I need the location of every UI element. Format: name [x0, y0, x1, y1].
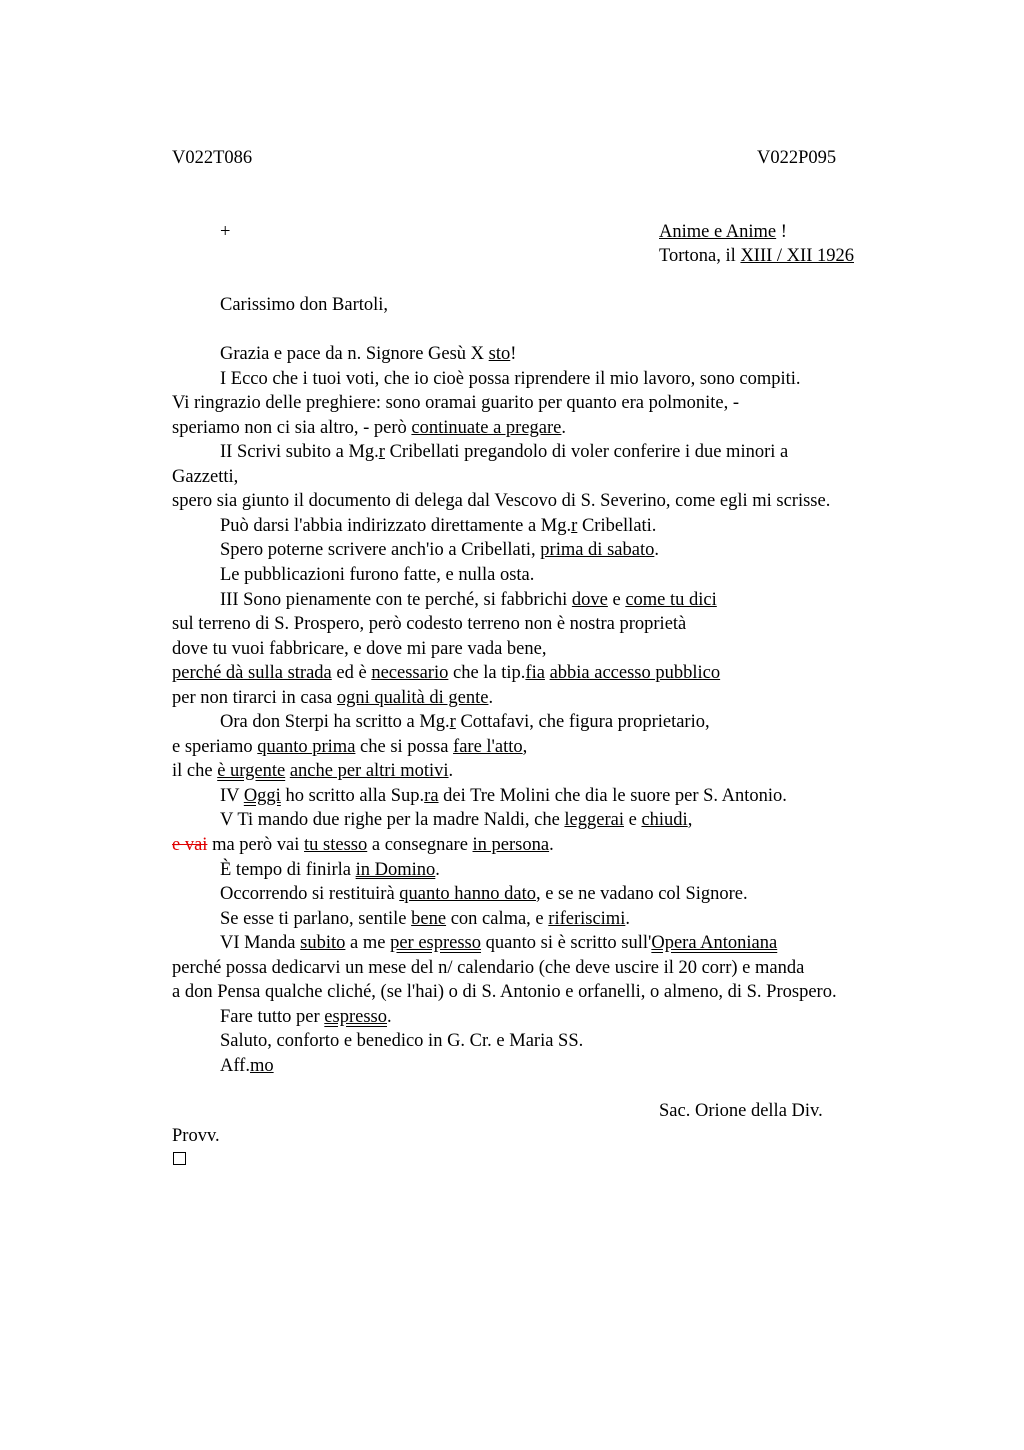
underlined-text: prima di sabato [540, 540, 655, 561]
underlined-text: anche per altri motivi [289, 761, 449, 782]
text-segment: ed è [331, 663, 372, 684]
text-line [172, 418, 566, 439]
text-segment: a don Pensa qualche cliché, (se l'hai) o di S. Antonio e orfanelli, o almeno, di S. Prospero. [172, 982, 837, 1003]
underlined-text: come tu dici [625, 589, 717, 610]
text-segment: perché possa dedicarvi un mese del n/ calendario (che deve uscire il 20 corr) e manda [172, 957, 805, 978]
text-segment: . [549, 835, 554, 855]
underlined-text: perché dà sulla strada [172, 663, 332, 684]
text-line [220, 810, 692, 831]
text-segment: Cottafavi, che figura proprietario, [455, 712, 710, 733]
text-segment: per non tirarci in casa [172, 687, 337, 708]
text-segment: . [654, 540, 659, 561]
deleted-text: e vai [172, 835, 208, 855]
text-segment: con calma, e [446, 908, 549, 929]
underlined-text: ra [424, 785, 439, 806]
text-segment: Ora don Sterpi ha scritto a Mg. [220, 712, 450, 733]
text-segment: dove tu vuoi fabbricare, e dove mi pare vada bene, [172, 638, 547, 659]
text-line [172, 639, 546, 660]
date: XIII / XII 1926 [740, 246, 854, 266]
text-line [220, 344, 516, 365]
underlined-text: abbia accesso pubblico [549, 663, 721, 684]
text-line [220, 786, 787, 807]
text-line [172, 958, 804, 979]
underlined-text: sto [488, 344, 511, 364]
text-segment: ma però vai [207, 835, 305, 855]
text-line [172, 688, 493, 709]
underlined-text: fia [525, 663, 545, 684]
text-segment: Cribellati. [577, 515, 657, 536]
text-segment: , [522, 736, 528, 757]
place: Tortona, il [659, 246, 741, 266]
underlined-text: quanto prima [257, 736, 356, 757]
text-line [220, 442, 788, 463]
text-segment: Vi ringrazio delle preghiere: sono oramai guarito per quanto era polmonite, - [172, 393, 740, 414]
salutation: Carissimo don Bartoli, [220, 295, 389, 315]
document-code-left: V022T086 [172, 148, 253, 168]
underlined-text: quanto hanno dato [399, 884, 536, 905]
text-line [220, 884, 748, 905]
underlined-text: ogni qualità di gente [336, 687, 489, 708]
text-line [220, 1007, 392, 1028]
text-line [172, 467, 238, 488]
text-line [220, 1031, 583, 1052]
text-segment: Se esse ti parlano, sentile [220, 908, 412, 929]
text-segment: I Ecco che i tuoi voti, che io cioè possa riprendere il mio lavoro, sono compiti. [220, 368, 801, 389]
underlined-text: è urgente [217, 761, 286, 782]
underlined-text: fare l'atto [453, 736, 523, 757]
motto-exclamation: ! [776, 222, 787, 242]
underlined-text: dove [571, 589, 608, 610]
text-line [220, 712, 710, 733]
text-line [220, 590, 717, 611]
text-segment: Può darsi l'abbia indirizzato direttamente a Mg. [220, 515, 572, 536]
text-segment: IV [220, 785, 244, 806]
underlined-text: r [449, 712, 456, 733]
text-segment: Le pubblicazioni furono fatte, e nulla osta. [220, 564, 535, 585]
text-line [220, 516, 656, 537]
underlined-text: chiudi [641, 810, 688, 831]
text-segment: Cribellati pregandolo di voler conferire i due minori a [384, 442, 789, 463]
motto-text: Anime e Anime [659, 222, 777, 242]
underlined-text: leggerai [564, 810, 624, 831]
underlined-text: mo [249, 1055, 274, 1076]
underlined-text: subito [300, 933, 346, 954]
underlined-text: r [378, 442, 385, 463]
text-segment: Saluto, conforto e benedico in G. Cr. e Maria SS. [220, 1031, 584, 1052]
text-segment: V Ti mando due righe per la madre Naldi, che [220, 810, 565, 831]
text-segment: quanto si è scritto sull' [481, 933, 652, 954]
underlined-text: Opera Antoniana [651, 933, 778, 954]
text-line [220, 909, 630, 930]
underlined-text: Oggi [243, 785, 281, 806]
text-segment: a consegnare [367, 835, 473, 855]
text-segment: e [607, 589, 626, 610]
text-segment: che si possa [355, 736, 454, 757]
text-segment: . [435, 859, 440, 880]
text-segment: Grazia e pace da n. Signore Gesù X [220, 344, 489, 364]
underlined-text: per espresso [390, 933, 482, 954]
text-segment: speriamo non ci sia altro, - però [172, 417, 412, 438]
text-line [172, 393, 739, 414]
text-segment: Fare tutto per [220, 1006, 325, 1027]
text-segment: ho scritto alla Sup. [280, 785, 425, 806]
text-line [220, 1056, 274, 1077]
place-date [659, 246, 854, 267]
text-segment: . [625, 908, 630, 929]
text-segment: Spero poterne scrivere anch'io a Cribellati, [220, 540, 541, 561]
text-segment: dei Tre Molini che dia le suore per S. Antonio. [438, 785, 787, 806]
underlined-text: bene [411, 908, 447, 929]
text-segment: che la tip. [448, 663, 526, 684]
text-line [220, 369, 801, 390]
text-line [172, 761, 453, 782]
text-line [220, 565, 534, 586]
signature-line-2: Provv. [172, 1126, 220, 1146]
text-segment: Gazzetti, [172, 466, 239, 487]
text-line [172, 614, 686, 635]
text-segment: e [623, 810, 642, 831]
text-segment: il che [172, 761, 218, 782]
text-segment: , [687, 810, 693, 831]
text-line [172, 982, 837, 1003]
text-segment: Aff. [220, 1055, 250, 1076]
underlined-text: in Domino [355, 859, 436, 880]
underlined-text: tu stesso [304, 835, 368, 855]
text-segment: a me [345, 933, 391, 954]
text-line [172, 663, 720, 684]
text-line [220, 860, 440, 881]
signature-line-1: Sac. Orione della Div. [659, 1101, 823, 1121]
underlined-text: riferiscimi [548, 908, 626, 929]
text-segment: , e se ne vadano col Signore. [535, 884, 748, 905]
underlined-text: r [571, 515, 578, 536]
underlined-text: necessario [371, 663, 449, 684]
text-segment: e speriamo [172, 736, 258, 757]
text-segment: II Scrivi subito a Mg. [220, 442, 379, 463]
text-line [220, 933, 777, 954]
cross-mark: + [220, 222, 231, 242]
text-line [172, 835, 554, 856]
text-segment: III Sono pienamente con te perché, si fabbrichi [220, 589, 572, 610]
text-segment: . [488, 687, 494, 708]
underlined-text: in persona [472, 835, 550, 855]
text-line [172, 491, 830, 512]
text-segment: spero sia giunto il documento di delega dal Vescovo di S. Severino, come egli mi scrisse. [172, 491, 831, 512]
motto [659, 222, 787, 243]
text-segment: . [561, 417, 567, 438]
text-line [220, 540, 659, 561]
checkbox-square-icon [173, 1152, 186, 1165]
text-segment: . [448, 761, 454, 782]
underlined-text: espresso [324, 1006, 387, 1027]
underlined-text: continuate a pregare [411, 417, 562, 438]
text-segment: È tempo di finirla [220, 859, 356, 880]
text-segment: ! [510, 344, 517, 364]
text-segment: . [386, 1006, 392, 1027]
text-segment: sul terreno di S. Prospero, però codesto terreno non è nostra proprietà [172, 614, 687, 635]
text-segment: Occorrendo si restituirà [220, 884, 400, 905]
text-segment: VI Manda [220, 933, 301, 954]
text-line [172, 737, 527, 758]
document-code-right: V022P095 [757, 148, 837, 168]
